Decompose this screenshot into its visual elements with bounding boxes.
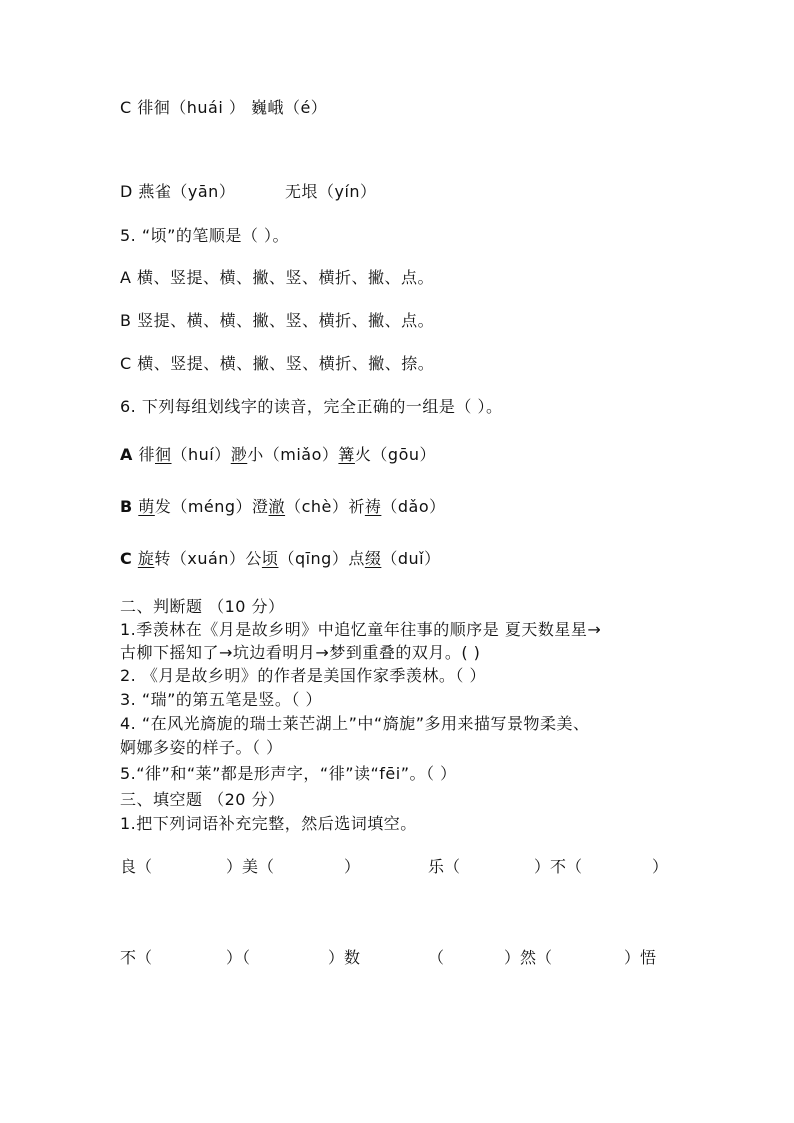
option-text: （qīng）点 bbox=[278, 549, 365, 568]
fill-q1-stem: 1.把下列词语补充完整，然后选词填空。 bbox=[120, 814, 417, 833]
fill-segment: ） bbox=[344, 857, 361, 876]
fill-segment: ）（ bbox=[226, 948, 251, 967]
section-2-title: 二、判断题 （10 分） bbox=[120, 597, 285, 616]
fill-segment: ）美（ bbox=[226, 857, 275, 876]
judge-item-3: 3. “瑞”的第五笔是竖。（ ） bbox=[120, 690, 323, 709]
section-3-title: 三、填空题 （20 分） bbox=[120, 790, 285, 809]
judge-item-1: 1.季羡林在《月是故乡明》中追忆童年往事的顺序是 夏天数星星→ bbox=[120, 620, 602, 639]
judge-item-1-cont: 古柳下摇知了→坑边看明月→梦到重叠的双月。( ) bbox=[120, 643, 481, 662]
q4-option-d-second: 无垠（yín） bbox=[285, 182, 377, 201]
option-text: （duǐ） bbox=[381, 549, 441, 568]
judge-item-2: 2. 《月是故乡明》的作者是美国作家季羡林。（ ） bbox=[120, 666, 486, 685]
fill-row-1 bbox=[120, 857, 680, 877]
option-text: （chè）祈 bbox=[285, 497, 365, 516]
q6-option-c bbox=[120, 549, 441, 569]
q5-option-c: C 横、竖提、横、撇、竖、横折、撇、捺。 bbox=[120, 354, 435, 373]
option-text: （huí） bbox=[171, 445, 231, 464]
q5-option-b: B 竖提、横、横、撇、竖、横折、撇、点。 bbox=[120, 311, 435, 330]
fill-segment: ）不（ bbox=[534, 857, 583, 876]
underlined-char: 篝 bbox=[338, 445, 355, 464]
option-text: 火（gōu） bbox=[354, 445, 437, 464]
underlined-char: 缀 bbox=[364, 549, 382, 568]
fill-segment: 乐（ bbox=[428, 857, 461, 876]
q6-option-b bbox=[120, 497, 446, 517]
underlined-char: 祷 bbox=[364, 497, 382, 516]
underlined-char: 渺 bbox=[230, 445, 248, 464]
fill-row-2 bbox=[120, 948, 680, 968]
underlined-char: 徊 bbox=[155, 445, 172, 464]
underlined-char: 旋 bbox=[137, 549, 155, 568]
underlined-char: 顷 bbox=[261, 549, 279, 568]
fill-segment: ）然（ bbox=[504, 948, 553, 967]
option-text: 小（miǎo） bbox=[247, 445, 339, 464]
fill-segment: 良（ bbox=[120, 857, 153, 876]
q5-option-a: A 横、竖提、横、撇、竖、横折、撇、点。 bbox=[120, 268, 435, 287]
q4-option-c: C 徘徊（huái ） 巍峨（é） bbox=[120, 98, 328, 117]
q5-stem: 5. “顷”的笔顺是（ ）。 bbox=[120, 226, 290, 245]
option-text: 徘 bbox=[138, 445, 155, 464]
fill-segment: （ bbox=[428, 948, 445, 967]
fill-segment: ）悟 bbox=[624, 948, 657, 967]
fill-segment: 不（ bbox=[120, 948, 153, 967]
option-letter: A bbox=[120, 445, 133, 464]
underlined-char: 澈 bbox=[268, 497, 286, 516]
judge-item-4-cont: 婀娜多姿的样子。（ ） bbox=[120, 738, 283, 757]
judge-item-4: 4. “在风光旖旎的瑞士莱芒湖上”中“旖旎”多用来描写景物柔美、 bbox=[120, 714, 590, 733]
option-text: 转（xuán）公 bbox=[154, 549, 262, 568]
q6-option-a bbox=[120, 445, 436, 465]
option-text: 发（méng）澄 bbox=[154, 497, 269, 516]
option-letter: B bbox=[120, 497, 133, 516]
option-letter: C bbox=[120, 549, 133, 568]
judge-item-5: 5.“徘”和“莱”都是形声字，“徘”读“fēi”。（ ） bbox=[120, 764, 457, 783]
option-text: （dǎo） bbox=[381, 497, 446, 516]
fill-segment: ）数 bbox=[328, 948, 361, 967]
q4-option-d-first: D 燕雀（yān） bbox=[120, 182, 236, 201]
underlined-char: 萌 bbox=[138, 497, 155, 516]
q6-stem: 6. 下列每组划线字的读音，完全正确的一组是（ ）。 bbox=[120, 397, 503, 416]
fill-segment: ） bbox=[652, 857, 669, 876]
